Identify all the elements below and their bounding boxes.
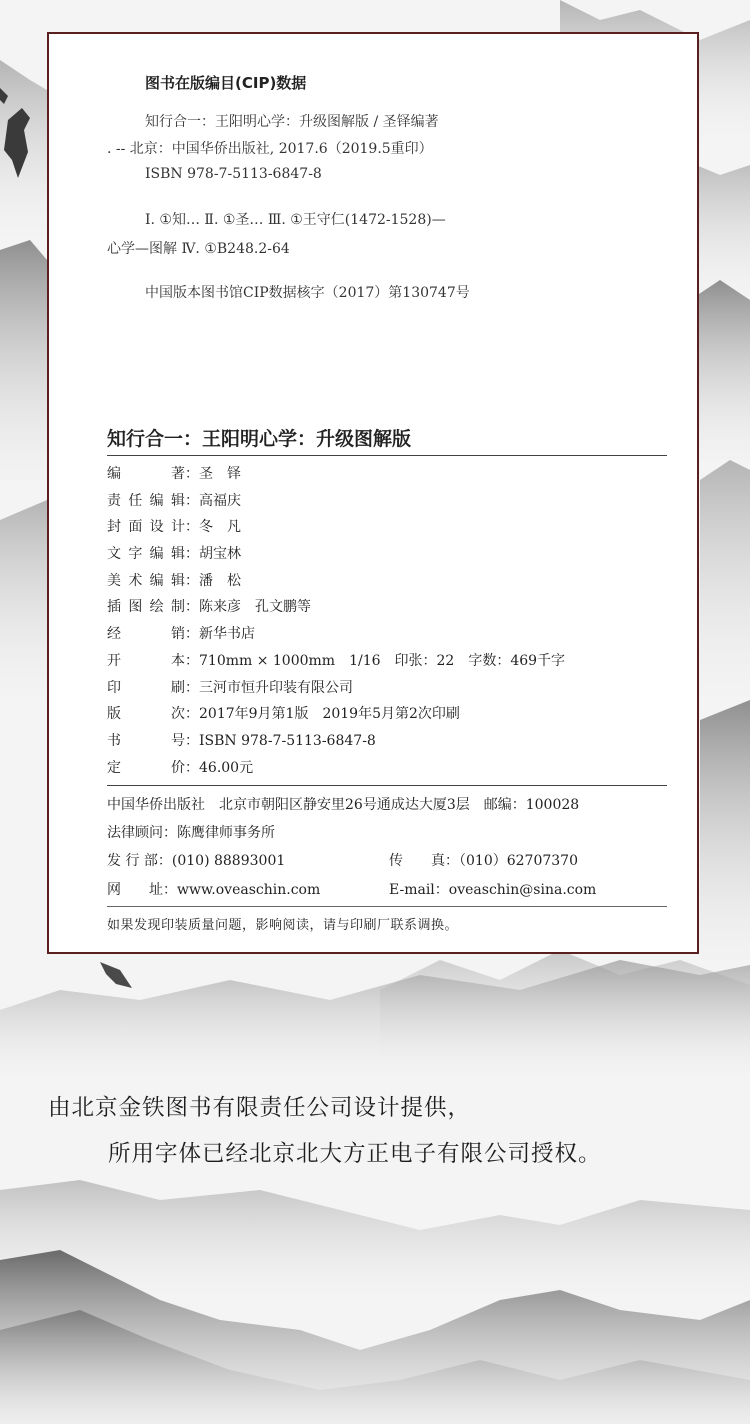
credit-label: 印 刷	[107, 679, 185, 696]
credit-label: 书 号	[107, 732, 185, 749]
quality-notice: 如果发现印装质量问题，影响阅读，请与印刷厂联系调换。	[107, 918, 459, 933]
credit-label: 责任编辑	[107, 492, 185, 509]
cip-line-classification: Ⅰ. ①知… Ⅱ. ①圣… Ⅲ. ①王守仁(1472-1528)—	[145, 212, 446, 228]
credit-row: 经 销 ： 新华书店	[107, 621, 667, 648]
credit-label: 开 本	[107, 652, 185, 669]
cip-line-publisher: . -- 北京：中国华侨出版社, 2017.6（2019.5重印）	[107, 141, 433, 157]
credit-row: 版 次 ： 2017年9月第1版 2019年5月第2次印刷	[107, 701, 667, 728]
credit-row: 编 著 ： 圣 铎	[107, 461, 667, 488]
credit-value: 陈来彦 孔文鹏等	[199, 599, 311, 616]
credit-row: 书 号 ： ISBN 978-7-5113-6847-8	[107, 728, 667, 755]
cip-line-classification-cont: 心学—图解 Ⅳ. ①B248.2-64	[107, 241, 290, 257]
cip-heading: 图书在版编目(CIP)数据	[145, 74, 307, 92]
credit-value: 三河市恒升印装有限公司	[199, 679, 353, 696]
credit-row: 封面设计 ： 冬 凡	[107, 514, 667, 541]
credit-value: 冬 凡	[199, 519, 241, 536]
credit-label: 定 价	[107, 759, 185, 776]
credit-label: 版 次	[107, 706, 185, 723]
credit-label: 美术编辑	[107, 572, 185, 589]
credit-label: 插图绘制	[107, 599, 185, 616]
cip-line-title: 知行合一：王阳明心学：升级图解版 / 圣铎编著	[145, 114, 439, 130]
distribution-phone: 发 行 部：(010) 88893001	[107, 853, 286, 869]
notice-divider	[107, 906, 667, 907]
credit-row: 定 价 ： 46.00元	[107, 755, 667, 782]
credit-value: ISBN 978-7-5113-6847-8	[199, 732, 376, 749]
credit-row: 文字编辑 ： 胡宝林	[107, 541, 667, 568]
credit-label: 封面设计	[107, 519, 185, 536]
email-link[interactable]: E-mail：oveaschin@sina.com	[389, 882, 597, 898]
small-bird-icon	[100, 962, 132, 988]
publisher-address: 中国华侨出版社 北京市朝阳区静安里26号通成达大厦3层 邮编：100028	[107, 797, 580, 813]
credit-value: 46.00元	[199, 759, 254, 776]
credit-label: 文字编辑	[107, 546, 185, 563]
credit-label: 编 著	[107, 466, 185, 482]
website-link[interactable]: 网 址：www.oveaschin.com	[107, 882, 321, 898]
copyright-page-card	[47, 32, 699, 954]
credit-label: 经 销	[107, 626, 185, 643]
credit-value: 圣 铎	[199, 466, 241, 482]
cip-line-isbn: ISBN 978-7-5113-6847-8	[145, 166, 322, 182]
legal-counsel: 法律顾问：陈鹰律师事务所	[107, 825, 275, 841]
credit-value: 2017年9月第1版 2019年5月第2次印刷	[199, 706, 460, 723]
credit-row: 印 刷 ： 三河市恒升印装有限公司	[107, 675, 667, 702]
credit-value: 高福庆	[199, 492, 241, 509]
credit-value: 新华书店	[199, 626, 255, 643]
credit-value: 710mm × 1000mm 1/16 印张：22 字数：469千字	[199, 652, 566, 669]
credits-divider	[107, 785, 667, 786]
footer-design-credit: 由北京金铁图书有限责任公司设计提供，	[48, 1095, 472, 1121]
credit-row: 插图绘制 ： 陈来彦 孔文鹏等	[107, 594, 667, 621]
credit-value: 胡宝林	[199, 546, 241, 563]
book-title: 知行合一：王阳明心学：升级图解版	[107, 428, 412, 450]
credit-row: 开 本 ： 710mm × 1000mm 1/16 印张：22 字数：469千字	[107, 648, 667, 675]
credit-row: 责任编辑 ： 高福庆	[107, 488, 667, 515]
fax-number: 传 真：（010）62707370	[389, 853, 578, 869]
cip-line-record-number: 中国版本图书馆CIP数据核字（2017）第130747号	[145, 285, 470, 301]
credits-list	[107, 461, 667, 781]
credit-value: 潘 松	[199, 572, 241, 589]
credit-row: 美术编辑 ： 潘 松	[107, 568, 667, 595]
footer-font-license: 所用字体已经北京北大方正电子有限公司授权。	[108, 1141, 602, 1167]
title-divider	[107, 455, 667, 456]
